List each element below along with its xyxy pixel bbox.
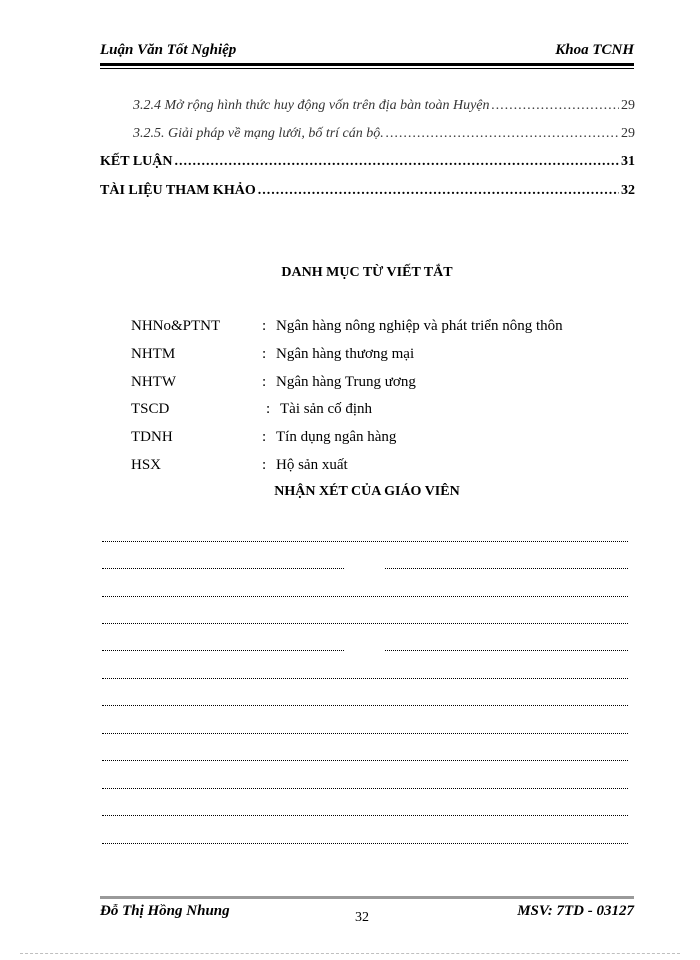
toc-leader-dots bbox=[258, 183, 619, 199]
page-number: 32 bbox=[355, 910, 369, 925]
abbreviation-code: NHTM bbox=[131, 346, 176, 362]
toc-entry bbox=[100, 183, 635, 199]
abbreviation-meaning: Tín dụng ngân hàng bbox=[276, 429, 397, 445]
abbreviation-separator: : bbox=[262, 318, 267, 334]
abbreviation-separator: : bbox=[262, 457, 267, 473]
abbreviation-code: NHNo&PTNT bbox=[131, 318, 221, 334]
comment-line bbox=[102, 760, 628, 762]
abbreviation-separator: : bbox=[262, 346, 267, 362]
comment-line bbox=[102, 733, 628, 735]
toc-entry-page: 29 bbox=[621, 98, 635, 113]
abbreviation-meaning: Ngân hàng nông nghiệp và phát triển nông thôn bbox=[276, 318, 563, 334]
abbreviation-separator: : bbox=[266, 401, 271, 417]
footer-author: Đỗ Thị Hồng Nhung bbox=[100, 903, 230, 919]
comment-line bbox=[102, 788, 628, 790]
footer-rule bbox=[100, 896, 634, 899]
comment-line bbox=[102, 678, 628, 680]
comment-line bbox=[102, 843, 628, 845]
teacher-comments-title: NHẬN XÉT CỦA GIÁO VIÊN bbox=[274, 484, 460, 499]
abbreviation-code: TSCD bbox=[131, 401, 170, 417]
abbreviation-separator: : bbox=[262, 374, 267, 390]
abbreviation-separator: : bbox=[262, 429, 267, 445]
comment-line bbox=[102, 650, 628, 651]
abbreviation-meaning: Tài sản cố định bbox=[280, 401, 373, 417]
comment-line bbox=[102, 623, 628, 625]
toc-leader-dots bbox=[492, 98, 619, 114]
toc-entry bbox=[100, 154, 635, 170]
toc-entry-text: KẾT LUẬN bbox=[100, 154, 173, 169]
toc-leader-dots bbox=[174, 154, 619, 170]
comment-line bbox=[102, 596, 628, 598]
abbreviation-code: HSX bbox=[131, 457, 162, 473]
abbreviation-meaning: Ngân hàng Trung ương bbox=[276, 374, 416, 390]
abbreviation-code: NHTW bbox=[131, 374, 176, 390]
comment-line bbox=[102, 541, 628, 543]
abbreviation-meaning: Hộ sản xuất bbox=[276, 457, 348, 473]
toc-entry-page: 31 bbox=[621, 154, 635, 169]
toc-entry-text: 3.2.4 Mở rộng hình thức huy động vốn trên địa bàn toàn Huyện bbox=[133, 98, 490, 113]
comment-line bbox=[102, 705, 628, 707]
toc-leader-dots bbox=[386, 126, 619, 142]
header-rule-thin bbox=[100, 68, 634, 69]
header-title-left: Luận Văn Tốt Nghiệp bbox=[100, 42, 237, 58]
comment-line bbox=[102, 568, 628, 569]
comment-line bbox=[102, 815, 628, 817]
abbreviation-code: TDNH bbox=[131, 429, 173, 445]
toc-entry-page: 29 bbox=[621, 126, 635, 141]
toc-entry bbox=[133, 98, 635, 114]
toc-entry-page: 32 bbox=[621, 183, 635, 198]
abbreviation-meaning: Ngân hàng thương mại bbox=[276, 346, 415, 362]
header-title-right: Khoa TCNH bbox=[555, 42, 634, 58]
abbreviations-title: DANH MỤC TỪ VIẾT TẮT bbox=[281, 265, 453, 280]
toc-entry-text: TÀI LIỆU THAM KHẢO bbox=[100, 183, 256, 198]
header-rule-thick bbox=[100, 63, 634, 66]
toc-entry bbox=[133, 126, 635, 142]
page-edge bbox=[20, 953, 680, 954]
page-header bbox=[100, 42, 634, 64]
toc-entry-text: 3.2.5. Giải pháp về mạng lưới, bố trí cán bộ. bbox=[133, 126, 384, 141]
footer-student-id: MSV: 7TD - 03127 bbox=[517, 903, 634, 919]
